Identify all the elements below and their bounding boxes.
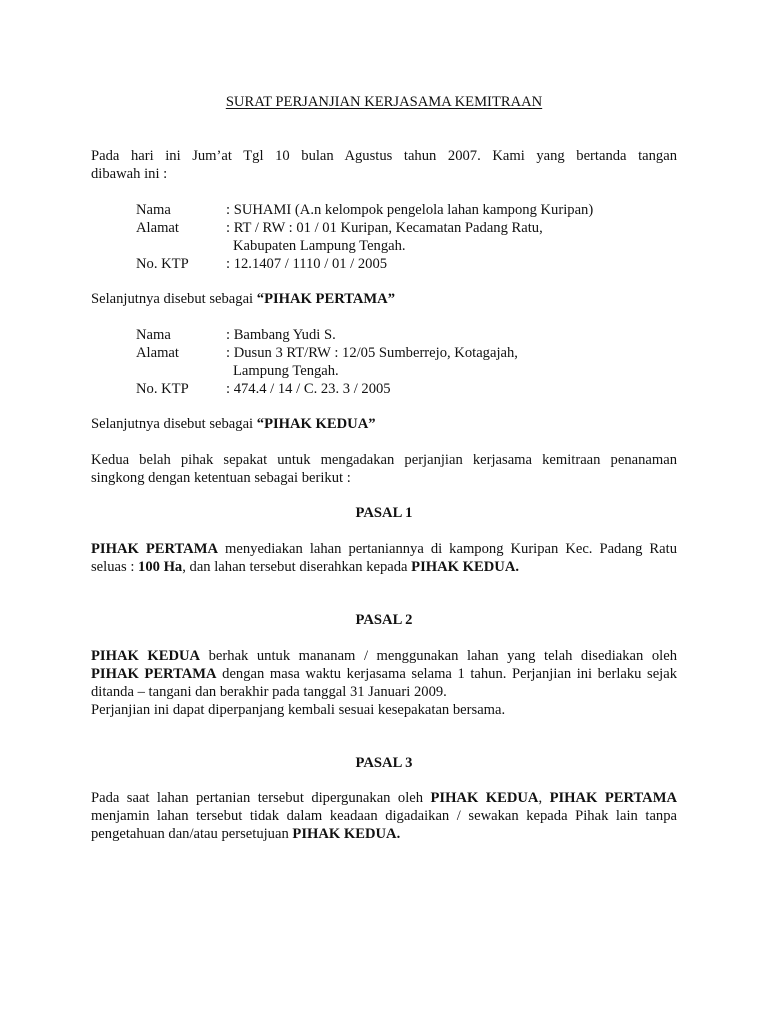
pasal3-paragraph xyxy=(91,789,677,843)
party2-address-value-1: : Dusun 3 RT/RW : 12/05 Sumberrejo, Kotagajah, xyxy=(226,345,518,361)
party2-name-value: : Bambang Yudi S. xyxy=(226,327,336,343)
party1-ktp-value: : 12.1407 / 1110 / 01 / 2005 xyxy=(226,256,388,272)
party1-ktp-row xyxy=(136,255,676,273)
party2-ktp-value: : 474.4 / 14 / C. 23. 3 / 2005 xyxy=(226,381,391,397)
agreement-line-2: singkong dengan ketentuan sebagai berikut : xyxy=(91,470,351,486)
pasal3-text-3: pengetahuan dan/atau persetujuan xyxy=(91,826,293,842)
party1-address-value-2: Kabupaten Lampung Tengah. xyxy=(233,238,406,254)
pasal2-party-second: PIHAK KEDUA xyxy=(91,648,201,664)
party2-address-row xyxy=(136,344,676,362)
party1-address-row xyxy=(136,219,676,237)
pasal3-party-second: PIHAK KEDUA xyxy=(430,790,539,806)
pasal3-text-1: Pada saat lahan pertanian tersebut dipergunakan oleh xyxy=(91,790,431,806)
party1-designation-prefix: Selanjutnya disebut sebagai xyxy=(91,291,257,307)
pasal3-line-2: menjamin lahan tersebut tidak dalam keadaan digadaikan / sewakan kepada Pihak lain tanpa xyxy=(91,808,677,824)
pasal2-party-first: PIHAK PERTAMA xyxy=(91,666,217,682)
document-title: SURAT PERJANJIAN KERJASAMA KEMITRAAN xyxy=(225,94,543,110)
pasal2-text-2: dengan masa waktu kerjasama selama 1 tahun. Perjanjian ini berlaku sejak xyxy=(216,666,678,682)
agreement-paragraph xyxy=(91,451,677,487)
pasal2-heading: PASAL 2 xyxy=(355,612,413,628)
party1-address-label: Alamat xyxy=(136,220,179,236)
party2-designation-label: “PIHAK KEDUA” xyxy=(256,416,376,432)
pasal3-party-first: PIHAK PERTAMA xyxy=(549,790,678,806)
pasal1-area: 100 Ha xyxy=(138,559,183,575)
party1-name-row xyxy=(136,201,676,219)
party2-address-label: Alamat xyxy=(136,345,179,361)
pasal1-text-3: , dan lahan tersebut diserahkan kepada xyxy=(182,559,412,575)
pasal1-text-1: menyediakan lahan pertaniannya di kampong Kuripan Kec. Padang Ratu xyxy=(218,541,677,557)
pasal1-line-2 xyxy=(91,558,677,576)
party1-name-value: : SUHAMI (A.n kelompok pengelola lahan kampong Kuripan) xyxy=(226,202,594,218)
pasal2-text-1: berhak untuk mananam / menggunakan lahan yang telah disediakan oleh xyxy=(200,648,677,664)
intro-line-1: Pada hari ini Jum’at Tgl 10 bulan Agustus tahun 2007. Kami yang bertanda tangan xyxy=(91,148,677,164)
pasal2-line-4: Perjanjian ini dapat diperpanjang kembali sesuai kesepakatan bersama. xyxy=(91,702,506,718)
pasal3-line-1 xyxy=(91,789,677,807)
intro-line-2: dibawah ini : xyxy=(91,166,168,182)
pasal1-heading: PASAL 1 xyxy=(355,505,413,521)
party1-designation xyxy=(91,290,677,308)
party2-name-label: Nama xyxy=(136,327,171,343)
pasal1-party-second: PIHAK KEDUA. xyxy=(411,559,520,575)
party2-name-row xyxy=(136,326,676,344)
party2-designation xyxy=(91,415,677,433)
pasal3-party-second-end: PIHAK KEDUA. xyxy=(292,826,401,842)
pasal1-party-first: PIHAK PERTAMA xyxy=(91,541,219,557)
party2-address-value-2: Lampung Tengah. xyxy=(233,363,339,379)
pasal2-line-3: ditanda – tangani dan berakhir pada tanggal 31 Januari 2009. xyxy=(91,684,447,700)
pasal1-line-1 xyxy=(91,540,677,558)
party1-ktp-label: No. KTP xyxy=(136,256,189,272)
party2-ktp-label: No. KTP xyxy=(136,381,189,397)
party1-name-label: Nama xyxy=(136,202,171,218)
pasal2-paragraph xyxy=(91,647,677,719)
pasal3-heading: PASAL 3 xyxy=(355,755,413,771)
pasal3-text-2: , xyxy=(538,790,550,806)
pasal2-line-2 xyxy=(91,665,677,683)
party2-ktp-row xyxy=(136,380,676,398)
party1-address-value-1: : RT / RW : 01 / 01 Kuripan, Kecamatan Padang Ratu, xyxy=(226,220,543,236)
party1-address-row-2 xyxy=(136,237,676,255)
pasal2-line-1 xyxy=(91,647,677,665)
pasal1-text-2: seluas : xyxy=(91,559,139,575)
agreement-line-1: Kedua belah pihak sepakat untuk mengadakan perjanjian kerjasama kemitraan penanaman xyxy=(91,452,677,468)
pasal3-line-3 xyxy=(91,825,677,843)
intro-paragraph xyxy=(91,147,677,183)
party2-address-row-2 xyxy=(136,362,676,380)
pasal1-paragraph xyxy=(91,540,677,576)
party2-designation-prefix: Selanjutnya disebut sebagai xyxy=(91,416,257,432)
party1-designation-label: “PIHAK PERTAMA” xyxy=(256,291,396,307)
